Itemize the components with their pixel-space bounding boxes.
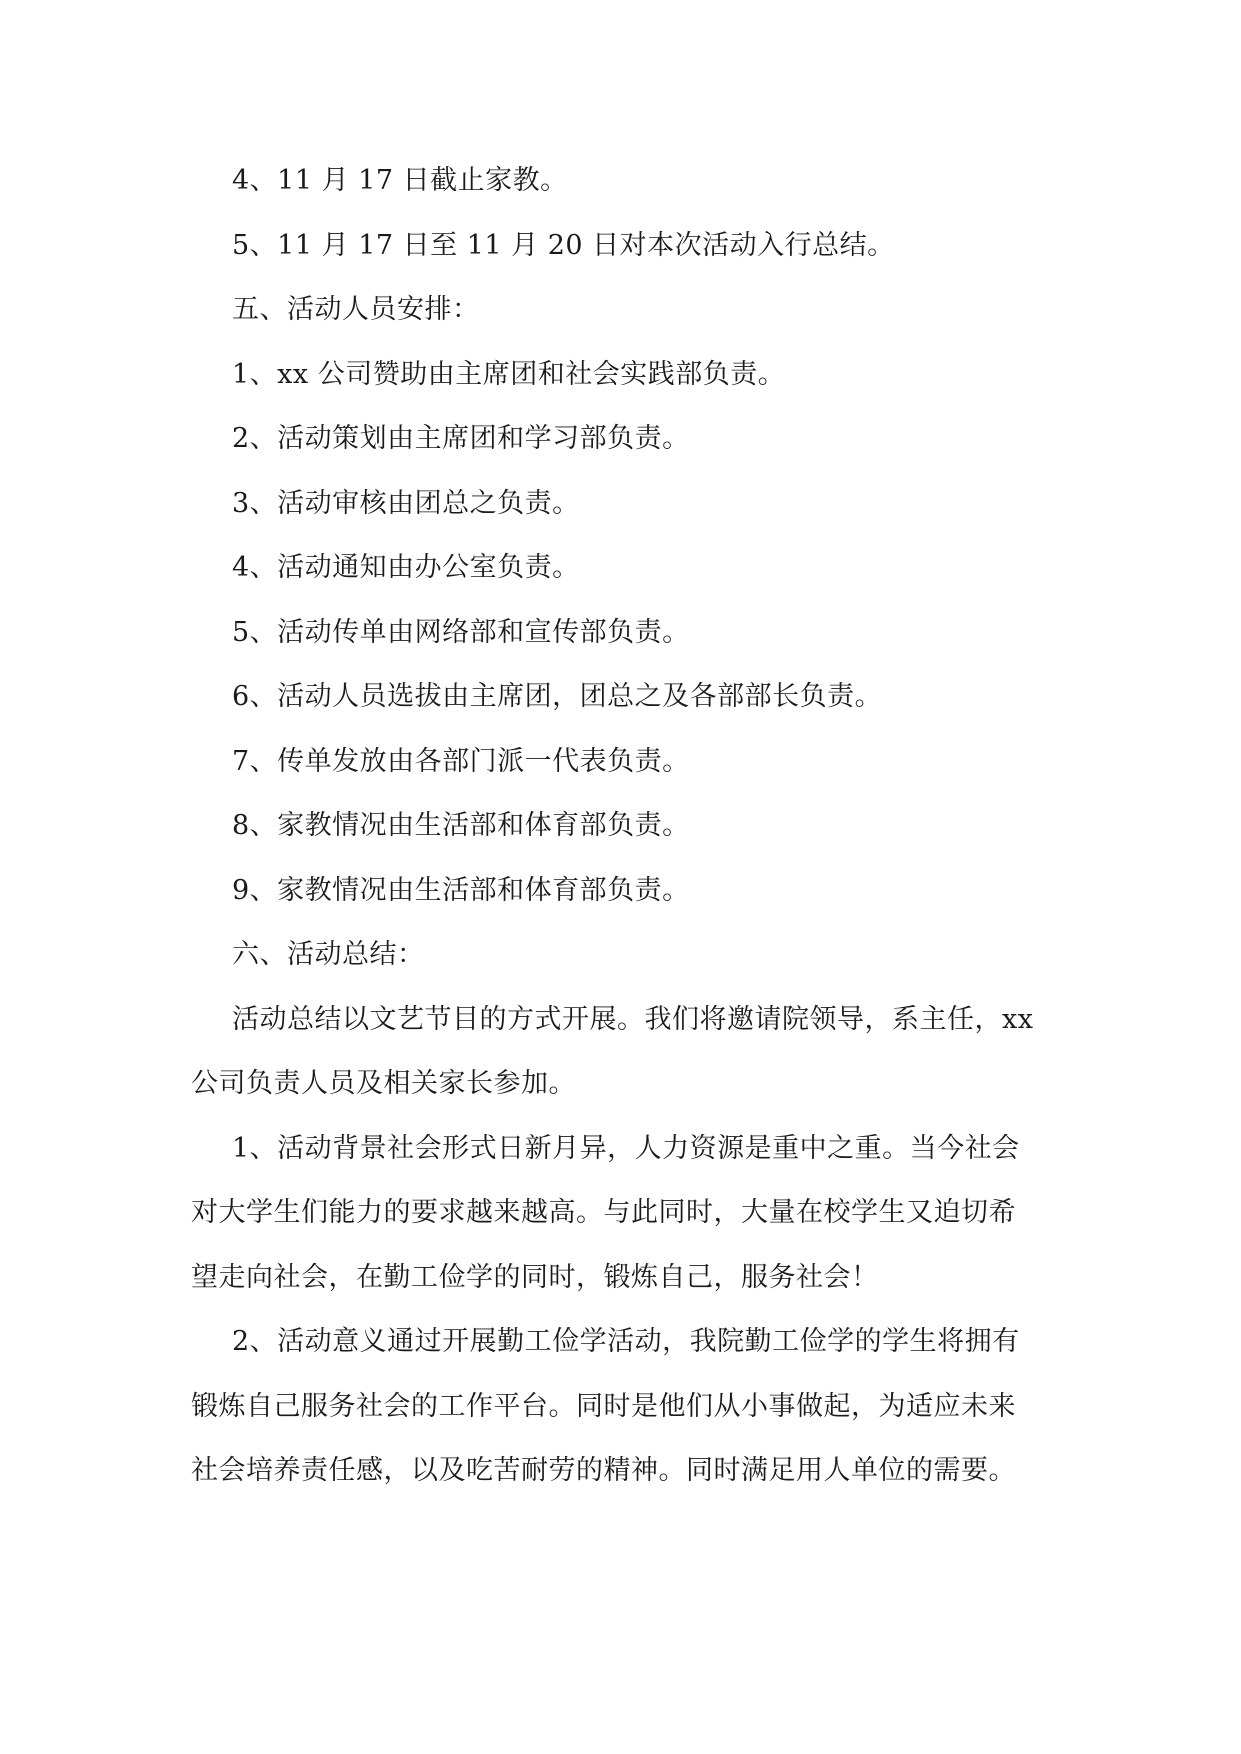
- paragraph-summary: [191, 999, 1071, 1128]
- paragraph-line: 望走向社会，在勤工俭学的同时，锻炼自己，服务社会！: [191, 1261, 879, 1293]
- section-heading-summary: 六、活动总结：: [232, 939, 425, 970]
- paragraph-line: 活动总结以文艺节目的方式开展。我们将邀请院领导，系主任，xx: [232, 1003, 1034, 1035]
- paragraph-line: 公司负责人员及相关家长参加。: [191, 1068, 576, 1099]
- list-item: 4、活动通知由办公室负责。: [232, 552, 580, 583]
- paragraph-line: 社会培养责任感，以及吃苦耐劳的精神。同时满足用人单位的需要。: [191, 1455, 1016, 1486]
- paragraph-background: [191, 1128, 1071, 1322]
- list-item-5-summary-date: 5、11 月 17 日至 11 月 20 日对本次活动入行总结。: [232, 229, 895, 261]
- section-heading-staffing: 五、活动人员安排：: [232, 294, 480, 325]
- paragraph-line: 锻炼自己服务社会的工作平台。同时是他们从小事做起，为适应未来: [191, 1390, 1016, 1422]
- paragraph-line: 对大学生们能力的要求越来越高。与此同时，大量在校学生又迫切希: [191, 1197, 1016, 1228]
- list-item: 5、活动传单由网络部和宣传部负责。: [232, 616, 690, 648]
- list-item: 8、家教情况由生活部和体育部负责。: [232, 810, 690, 841]
- paragraph-significance: [191, 1321, 1071, 1515]
- list-item-4-deadline: 4、11 月 17 日截止家教。: [232, 165, 568, 196]
- list-item: 3、活动审核由团总之负责。: [232, 487, 580, 519]
- list-item: 1、xx 公司赞助由主席团和社会实践部负责。: [232, 358, 786, 390]
- list-item: 6、活动人员选拔由主席团，团总之及各部部长负责。: [232, 681, 883, 712]
- paragraph-line: 1、活动背景社会形式日新月异，人力资源是重中之重。当今社会: [232, 1132, 1020, 1164]
- list-item: 7、传单发放由各部门派一代表负责。: [232, 745, 690, 777]
- document-body: [191, 160, 1071, 1515]
- list-item: 2、活动策划由主席团和学习部负责。: [232, 423, 690, 454]
- paragraph-line: 2、活动意义通过开展勤工俭学活动，我院勤工俭学的学生将拥有: [232, 1326, 1020, 1357]
- list-item: 9、家教情况由生活部和体育部负责。: [232, 874, 690, 906]
